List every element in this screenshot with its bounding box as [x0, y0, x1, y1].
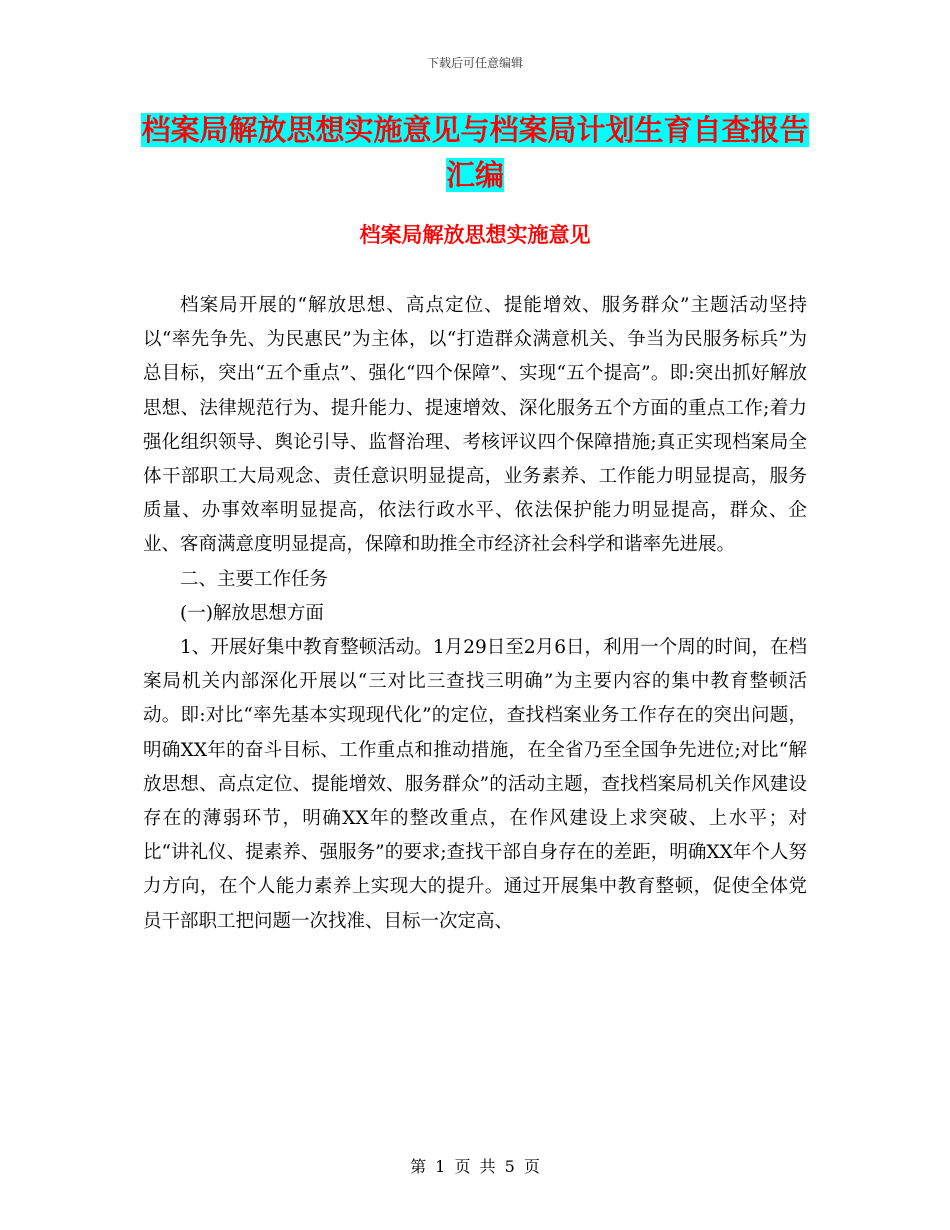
- body-heading-tasks: 二、主要工作任务: [180, 568, 329, 590]
- body-paragraph: 1、开展好集中教育整顿活动。1月29日至2月6日，利用一个周的时间，在档案局机关内部深化开展以“三对比三查找三明确”为主要内容的集中教育整顿活动。即:对比“率先基本实现现代化”的定位，查找档案业务工作存在的突出问题，明确XX年的奋斗目标、工作重点和推动措施，在全省乃至全国争先进位;对比“解放思想、高点定位、提能增效、服务群众”的活动主题，查找档案局机关作风建设存在的薄弱环节，明确XX年的整改重点，在作风建设上求突破、上水平；对比“讲礼仪、提素养、强服务”的要求;查找干部自身存在的差距，明确XX年个人努力方向，在个人能力素养上实现大的提升。通过开展集中教育整顿，促使全体党员干部职工把问题一次找准、目标一次定高、: [143, 637, 807, 932]
- document-body: [143, 289, 807, 939]
- page-footer: 第 1 页 共 5 页: [410, 1157, 540, 1176]
- page-header-note: 下载后可任意编辑: [426, 56, 523, 70]
- body-paragraph: 档案局开展的“解放思想、高点定位、提能增效、服务群众”主题活动坚持以“率先争先、为民惠民”为主体，以“打造群众满意机关、争当为民服务标兵”为总目标，突出“五个重点”、强化“四个保障”、实现“五个提高”。即:突出抓好解放思想、法律规范行为、提升能力、提速增效、深化服务五个方面的重点工作;着力强化组织领导、舆论引导、监督治理、考核评议四个保障措施;真正实现档案局全体干部职工大局观念、责任意识明显提高，业务素养、工作能力明显提高，服务质量、办事效率明显提高，依法行政水平、依法保护能力明显提高，群众、企业、客商满意度明显提高，保障和助推全市经济社会科学和谐率先进展。: [143, 295, 807, 556]
- document-title: [140, 108, 810, 198]
- section-title: 档案局解放思想实施意见: [359, 223, 591, 247]
- document-title-line1: 档案局解放思想实施意见与档案局计划生育自查报告: [141, 113, 809, 147]
- document-title-line2: 汇编: [445, 158, 504, 192]
- body-subheading: (一)解放思想方面: [180, 602, 324, 624]
